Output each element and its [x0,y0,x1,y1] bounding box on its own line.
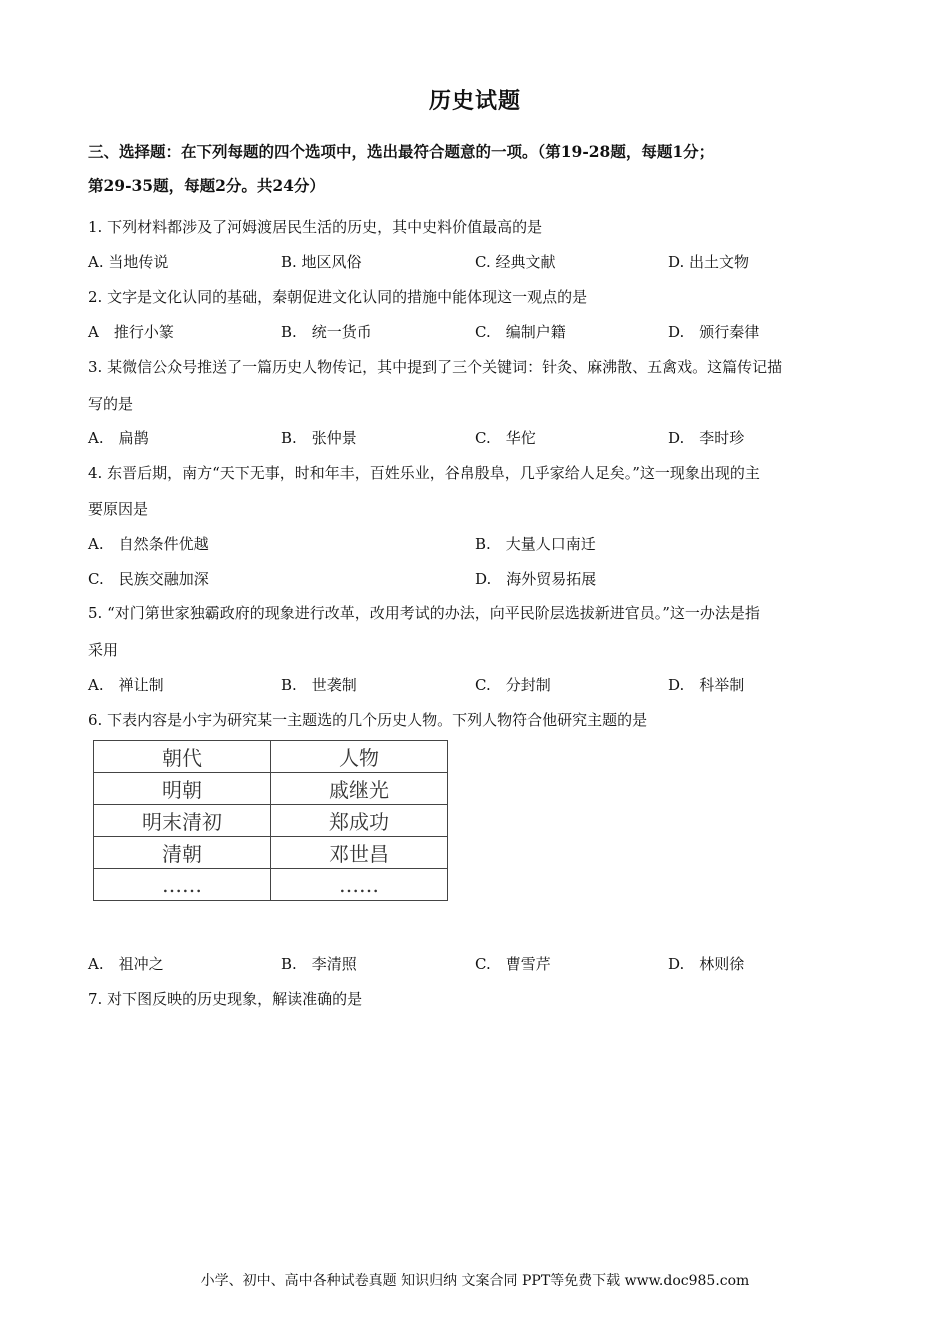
table-cell: 明末清初 [94,805,271,837]
table-row [94,837,448,869]
question-6-option-a: A. 祖冲之 [88,955,164,973]
question-1-option-a: A. 当地传说 [88,253,169,271]
question-6-option-d: D. 林则徐 [668,955,745,973]
question-5-option-b: B. 世袭制 [281,676,357,694]
question-1-option-d: D. 出土文物 [668,253,750,271]
table-cell: …… [271,869,448,901]
question-5-option-d: D. 科举制 [668,676,745,694]
section-header-line2: 第29-35题，每题2分。共24分） [88,176,325,195]
question-3-stem-line1: 3. 某微信公众号推送了一篇历史人物传记，其中提到了三个关键词：针灸、麻沸散、五禽戏。这篇传记描 [88,358,783,376]
table-row [94,773,448,805]
question-6-option-b: B. 李清照 [281,955,357,973]
question-5-option-c: C. 分封制 [475,676,551,694]
question-1-option-b: B. 地区风俗 [281,253,362,271]
page-title: 历史试题 [428,88,521,114]
question-2-option-d: D. 颁行秦律 [668,323,760,341]
table-cell: …… [94,869,271,901]
question-6-option-c: C. 曹雪芹 [475,955,551,973]
question-4-option-a: A. 自然条件优越 [88,535,209,553]
table-cell: 清朝 [94,837,271,869]
question-6-stem: 6. 下表内容是小宇为研究某一主题选的几个历史人物。下列人物符合他研究主题的是 [88,711,648,729]
table-cell: 明朝 [94,773,271,805]
question-2-stem: 2. 文字是文化认同的基础，秦朝促进文化认同的措施中能体现这一观点的是 [88,288,588,306]
question-5-option-a: A. 禅让制 [88,676,164,694]
table-header-cell: 人物 [271,741,448,773]
question-5-stem-line2: 采用 [88,641,119,659]
section-header-line1: 三、选择题：在下列每题的四个选项中，选出最符合题意的一项。（第19-28题，每题1分； [88,142,715,161]
question-5-stem-line1: 5. “对门第世家独霸政府的现象进行改革，改用考试的办法，向平民阶层选拔新进官员。”这一办法是指 [88,604,760,622]
question-4-stem-line2: 要原因是 [88,500,149,518]
question-7-stem: 7. 对下图反映的历史现象，解读准确的是 [88,990,363,1008]
table-cell: 邓世昌 [271,837,448,869]
table-cell: 戚继光 [271,773,448,805]
question-4-option-c: C. 民族交融加深 [88,570,209,588]
question-3-option-b: B. 张仲景 [281,429,357,447]
question-4-option-b: B. 大量人口南迁 [475,535,596,553]
question-3-stem-line2: 写的是 [88,395,134,413]
question-2-option-b: B. 统一货币 [281,323,372,341]
table-cell: 郑成功 [271,805,448,837]
question-4-stem-line1: 4. 东晋后期，南方“天下无事，时和年丰，百姓乐业，谷帛殷阜，几乎家给人足矣。”这一现象出现的主 [88,464,760,482]
question-3-option-a: A. 扁鹊 [88,429,149,447]
question-1-stem: 1. 下列材料都涉及了河姆渡居民生活的历史，其中史料价值最高的是 [88,218,543,236]
question-3-option-c: C. 华佗 [475,429,536,447]
question-2-option-a: A 推行小篆 [88,323,174,341]
table-header-row [94,741,448,773]
table-row [94,869,448,901]
dynasty-figure-table [93,740,448,901]
page-footer: 小学、初中、高中各种试卷真题 知识归纳 文案合同 PPT等免费下载 www.doc985.com [200,1273,750,1289]
question-2-option-c: C. 编制户籍 [475,323,566,341]
question-1-option-c: C. 经典文献 [475,253,556,271]
table-row [94,805,448,837]
question-4-option-d: D. 海外贸易拓展 [475,570,597,588]
table-header-cell: 朝代 [94,741,271,773]
question-3-option-d: D. 李时珍 [668,429,745,447]
